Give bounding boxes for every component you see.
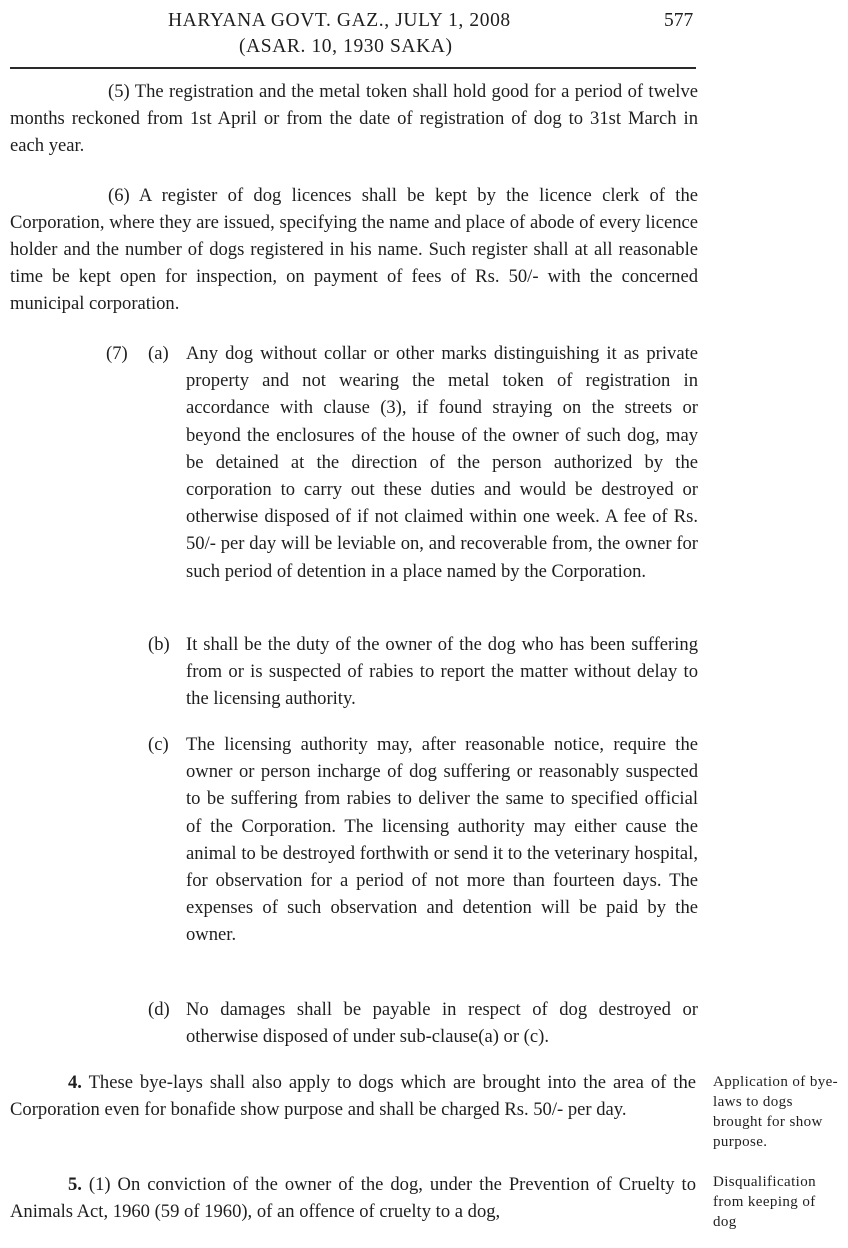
subclause-a-text: Any dog without collar or other marks distinguishing it as private property and not wearing the metal token of registration in accordance with clause (3), if found straying on the streets or beyond the enclosures of the house of the owner of such dog, may be detained at the direction of the person authorized by the corporation to carry out these duties and would be destroyed or otherwise disposed of if not claimed within one week. A fee of Rs. 50/- per day will be leviable on, and recoverable from, the owner for such period of detention in a place named by the Corporation. bbox=[186, 343, 698, 582]
page-number: 577 bbox=[664, 10, 694, 31]
subclause-c-label: (c) bbox=[148, 734, 169, 755]
section-5-margin-note: Disqualification from keeping of dog bbox=[713, 1174, 817, 1230]
section-5-paragraph bbox=[10, 1171, 696, 1225]
section-4-number: 4. bbox=[68, 1072, 82, 1093]
section-5-text: (1) On conviction of the owner of the dog, under the Prevention of Cruelty to Animals Act, 1960 (59 of 1960), of an offence of cruelty to a dog, bbox=[10, 1174, 696, 1222]
subclause-a-label: (a) bbox=[148, 343, 169, 364]
clause-5-paragraph: (5) The registration and the metal token shall hold good for a period of twelve months reckoned from 1st April or from the date of registration of dog to 31st March in each year. bbox=[10, 81, 698, 156]
subclause-c-text: The licensing authority may, after reasonable notice, require the owner or person incharge of dog suffering or reasonably suspected to be suffering from rabies to deliver the same to specified official of the Corporation. The licensing authority may either cause the animal to be destroyed forthwith or send it to the veterinary hospital, for observation for a period of not more than fourteen days. The expenses of such observation and detention will be paid by the owner. bbox=[186, 734, 698, 946]
section-4-margin-note: Application of bye-laws to dogs brought for show purpose. bbox=[713, 1074, 839, 1150]
clause-7-label: (7) bbox=[106, 343, 128, 364]
subclause-b-label: (b) bbox=[148, 634, 170, 655]
subclause-d-text: No damages shall be payable in respect of dog destroyed or otherwise disposed of under sub-clause(a) or (c). bbox=[186, 999, 698, 1048]
section-4-paragraph bbox=[10, 1069, 696, 1123]
gazette-header-date: (ASAR. 10, 1930 SAKA) bbox=[239, 36, 453, 57]
section-4-text: These bye-lays shall also apply to dogs which are brought into the area of the Corporation even for bonafide show purpose and shall be charged Rs. 50/- per day. bbox=[10, 1072, 697, 1120]
subclause-d-label: (d) bbox=[148, 999, 170, 1020]
section-5-number: 5. bbox=[68, 1174, 82, 1195]
header-rule bbox=[10, 67, 696, 69]
gazette-header-title: HARYANA GOVT. GAZ., JULY 1, 2008 bbox=[168, 10, 511, 31]
clause-6-paragraph: (6) A register of dog licences shall be kept by the licence clerk of the Corporation, where they are issued, specifying the name and place of abode of every licence holder and the number of dogs registered in his name. Such register shall at all reasonable time be kept open for inspection, on payment of fees of Rs. 50/- with the concerned municipal corporation. bbox=[10, 185, 698, 314]
subclause-b-text: It shall be the duty of the owner of the dog who has been suffering from or is suspected of rabies to report the matter without delay to the licensing authority. bbox=[186, 634, 698, 710]
